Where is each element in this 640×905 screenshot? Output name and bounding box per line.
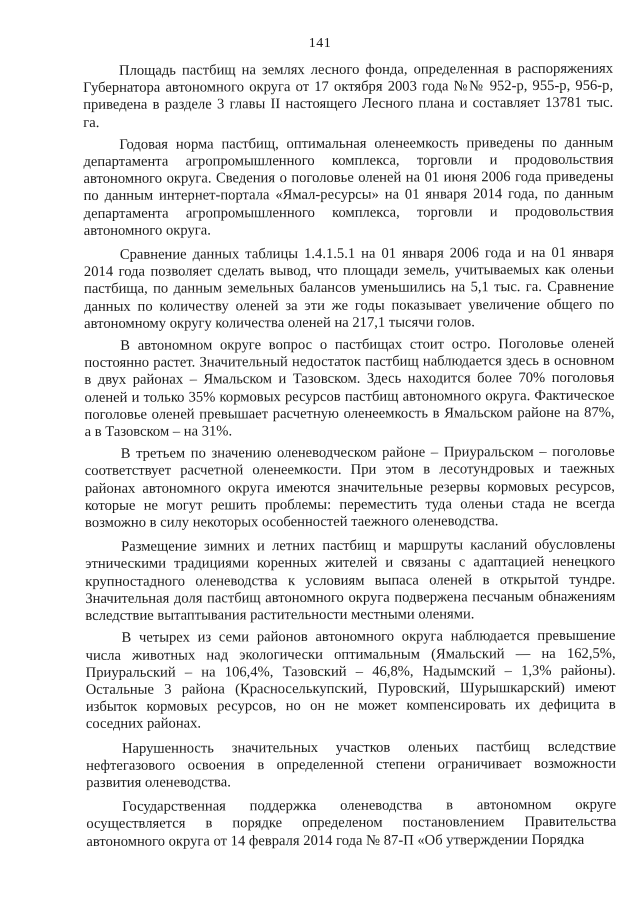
page-number: 141	[308, 36, 332, 51]
body-text	[83, 61, 616, 856]
paragraph-annual-norm: Годовая норма пастбищ, оптимальная оленеемкость приведены по данным департамента агропромышленного комплекса, торговли и продовольствия автономного округа. Сведения о поголовье оленей на 01 июня 2006 года приведены по данным интернет-портала «Ямал-ресурсы» на 01 января 2014 года, по данным департамента агропромышленного комплекса, торговли и продовольствия автономного округа.	[83, 134, 614, 239]
paragraph-pasture-placement: Размещение зимних и летних пастбищ и маршруты касланий обусловлены этническими традициями коренных жителей и связаны с адаптацией ненецкого крупностадного оленеводства к условиям выпаса оленей в открытой тундре. Значительная доля пастбищ автономного округа подвержена песчаным обнажениям вследствие вытаптывания растительности местными оленями.	[85, 536, 616, 625]
paragraph-four-districts: В четырех из семи районов автономного округа наблюдается превышение числа животных над экологически оптимальным (Ямальский — на 162,5%, Приуральский – на 106,4%, Тазовский – 46,8%, Надымский – 1,3% районы). Остальные 3 района (Красноселькупский, Пуровский, Шурышкарский) имеют избыток кормовых ресурсов, но он не может компенсировать их дефицита в соседних районах.	[85, 627, 616, 733]
paragraph-state-support: Государственная поддержка оленеводства в автономном округе осуществляется в порядке определеном постановлением Правительства автономного округа от 14 февраля 2014 года № 87-П «Об утверждении Порядка	[86, 796, 617, 850]
paragraph-pasture-issue: В автономном округе вопрос о пастбищах стоит остро. Поголовье оленей постоянно растет. Значительный недостаток пастбищ наблюдается здесь в основном в двух районах – Ямальском и Тазовском. Здесь находится более 70% поголовья оленей и только 35% кормовых ресурсов пастбищ автономного округа. Фактическое поголовье оленей превышает расчетную оленеемкость в Ямальском районе на 87%, а в Тазовском – на 31%.	[84, 335, 615, 441]
paragraph-priuralsky: В третьем по значению оленеводческом районе – Приуральском – поголовье соответствует расчетной оленеемкости. При этом в лесотундровых и таежных районах автономного округа имеются значительные резервы кормовых ресурсов, которые не могут решить проблемы: переместить туда оленьи стада не всегда возможно в силу некоторых особенностей таежного оленеводства.	[84, 443, 615, 532]
paragraph-disturbance: Нарушенность значительных участков оленьих пастбищ вследствие нефтегазового освоения в определенной степени ограничивает возможности развития оленеводства.	[86, 738, 617, 791]
paragraph-pasture-area: Площадь пастбищ на землях лесного фонда, определенная в распоряжениях Губернатора автономного округа от 17 октября 2003 года №№ 952-р, 955-р, 956-р, приведена в разделе 3 главы II настоящего Лесного плана и составляет 13781 тыс. га.	[83, 60, 614, 131]
paragraph-comparison: Сравнение данных таблицы 1.4.1.5.1 на 01 января 2006 года и на 01 января 2014 года позволяет сделать вывод, что площади земель, учитываемых как оленьи пастбища, по данным земельных балансов уменьшились на 5,1 тыс. га. Сравнение данных по количеству оленей за эти же годы показывает увеличение общего по автономному округу количества оленей на 217,1 тысячи голов.	[83, 244, 615, 332]
